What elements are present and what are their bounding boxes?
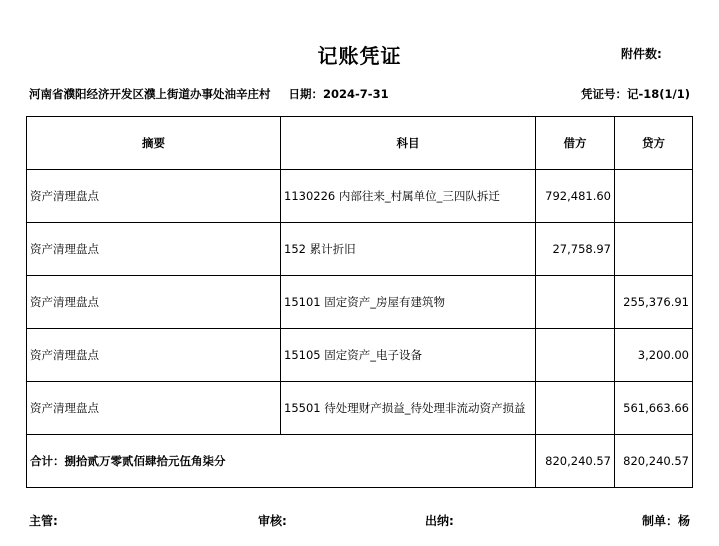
table-row <box>27 276 693 329</box>
summary-cell: 资产清理盘点 <box>27 170 281 223</box>
credit-cell: 561,663.66 <box>615 382 693 435</box>
account-cell: 15101 固定资产_房屋有建筑物 <box>281 276 536 329</box>
total-debit: 820,240.57 <box>536 435 615 488</box>
voucher-number: 凭证号：记-18(1/1) <box>581 87 690 101</box>
voucher-date: 日期：2024-7-31 <box>288 87 389 101</box>
summary-cell: 资产清理盘点 <box>27 329 281 382</box>
table-row <box>27 223 693 276</box>
credit-cell <box>615 170 693 223</box>
credit-cell <box>615 223 693 276</box>
debit-cell <box>536 329 615 382</box>
reviewer-label: 审核: <box>258 514 287 528</box>
voucher-title: 记账凭证 <box>317 44 402 68</box>
total-label: 合计：捌拾贰万零贰佰肆拾元伍角柒分 <box>27 435 536 488</box>
table-row <box>27 170 693 223</box>
voucher-table <box>26 116 693 488</box>
supervisor-label: 主管: <box>29 514 58 528</box>
debit-cell <box>536 382 615 435</box>
account-cell: 15105 固定资产_电子设备 <box>281 329 536 382</box>
total-row <box>27 435 693 488</box>
table-header-row <box>27 117 693 170</box>
column-header-summary: 摘要 <box>27 117 281 170</box>
account-cell: 15501 待处理财产损益_待处理非流动资产损益 <box>281 382 536 435</box>
attachments-label: 附件数: <box>621 47 662 61</box>
cashier-label: 出纳: <box>425 514 454 528</box>
debit-cell <box>536 276 615 329</box>
voucher-info <box>29 86 389 102</box>
column-header-account: 科目 <box>281 117 536 170</box>
table-row <box>27 382 693 435</box>
column-header-debit: 借方 <box>536 117 615 170</box>
account-cell: 152 累计折旧 <box>281 223 536 276</box>
account-cell: 1130226 内部往来_村属单位_三四队拆迁 <box>281 170 536 223</box>
organization-name: 河南省濮阳经济开发区濮上街道办事处油辛庄村 <box>29 87 271 101</box>
summary-cell: 资产清理盘点 <box>27 382 281 435</box>
debit-cell: 792,481.60 <box>536 170 615 223</box>
summary-cell: 资产清理盘点 <box>27 223 281 276</box>
debit-cell: 27,758.97 <box>536 223 615 276</box>
table-row <box>27 329 693 382</box>
maker-label: 制单：杨 <box>641 514 690 528</box>
total-credit: 820,240.57 <box>615 435 693 488</box>
credit-cell: 255,376.91 <box>615 276 693 329</box>
credit-cell: 3,200.00 <box>615 329 693 382</box>
column-header-credit: 贷方 <box>615 117 693 170</box>
summary-cell: 资产清理盘点 <box>27 276 281 329</box>
